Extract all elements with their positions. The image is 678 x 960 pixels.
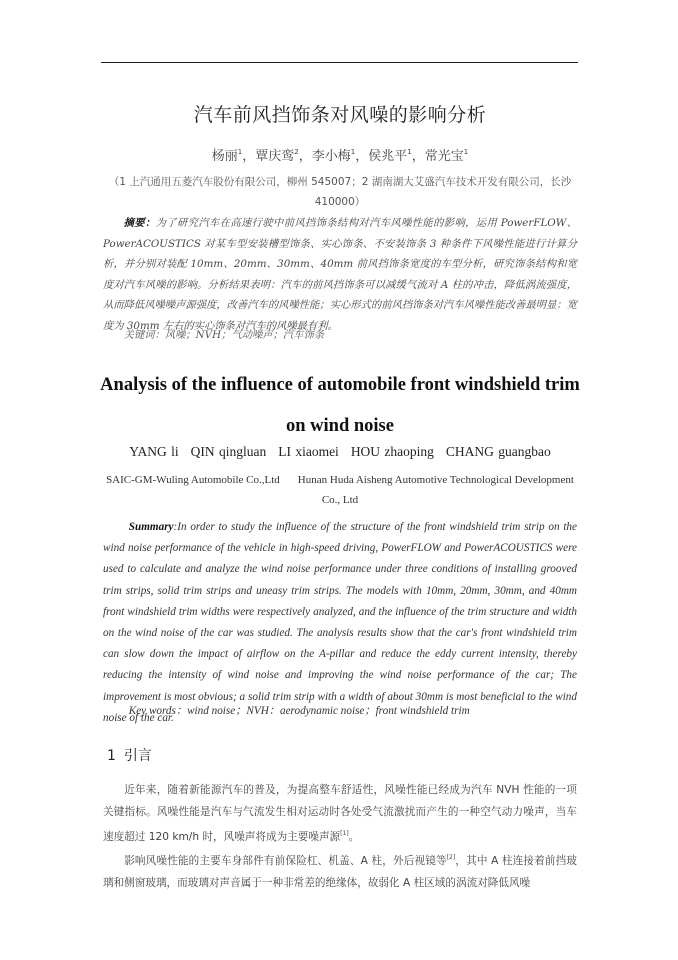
english-title: Analysis of the influence of automobile front windshield trim on wind noise: [100, 375, 580, 436]
english-keywords: Key words：wind noise；NVH：aerodynamic noise；front windshield trim: [128, 705, 470, 717]
author: 侯兆平$^1$，: [368, 148, 425, 164]
citation-ref[interactable]: [2]: [446, 854, 456, 861]
author: LI xiaomei: [278, 444, 339, 459]
affiliation-2: Hunan Huda Aisheng Automotive Technological Development Co., Ltd: [297, 474, 574, 506]
affiliation-1: SAIC-GM-Wuling Automobile Co.,Ltd: [106, 474, 280, 486]
citation-ref[interactable]: [1]: [340, 830, 349, 837]
author: CHANG guangbao: [445, 444, 551, 459]
author: HOU zhaoping: [350, 444, 434, 459]
author: 覃庆鸾$^2$，: [255, 148, 312, 164]
author: 李小梅$^1$，: [311, 148, 369, 164]
chinese-title: 汽车前风挡饰条对风噪的影响分析: [193, 104, 487, 126]
section-title: 引言: [123, 748, 152, 764]
author: YANG li: [129, 444, 179, 459]
english-affiliation: [100, 470, 580, 510]
chinese-affiliation: （1 上汽通用五菱汽车股份有限公司，柳州 545007；2 湖南湖大艾盛汽车技术开发有限公司，长沙 410000）: [108, 176, 572, 208]
chinese-keywords: 关键词：风噪；NVH；气动噪声；汽车饰条: [123, 329, 325, 341]
summary-text: :In order to study the influence of the structure of the front windshield trim strip on the wind noise performance of the vehicle in high-speed driving, PowerFLOW and PowerACOUSTICS were used to calculate and analyze the wind noise performance under three conditions of installing grooved trim strips, solid trim strips and uneasy trim strips. The models with 10mm, 20mm, 30mm, and 40mm front windshield trim widths were respectively analyzed, and the influence of the trim structure and width on the wind noise of the car was studied. The analysis results show that the car's front windshield trim can slow down the impact of airflow on the A-pillar and reduce the eddy current intensity, thereby reducing the intensity of wind noise and improving the wind noise performance of the car; The improvement is most obvious; a solid trim strip with a width of about 30mm is most beneficial to the wind noise of the car.: [103, 521, 577, 724]
summary-label: Summary: [128, 521, 174, 533]
section-number: 1: [107, 748, 116, 764]
header-rule: [101, 62, 578, 63]
chinese-authors: [100, 145, 580, 164]
author: 杨丽$^1$，: [211, 148, 256, 164]
abstract-label: 摘要：: [123, 217, 156, 229]
author: QIN qingluan: [190, 444, 267, 459]
english-authors: [100, 444, 580, 460]
author: 常光宝$^1$: [424, 148, 469, 164]
body-paragraph: 影响风噪性能的主要车身部件有前保险杠、机盖、A 柱，外后视镜等[2]，其中 A 柱连接着前挡玻璃和侧窗玻璃，而玻璃对声音属于一种非常差的绝缘体，故弱化 A 柱区域的涡流对降低风噪: [103, 854, 577, 889]
body-paragraph: 近年来，随着新能源汽车的普及，为提高整车舒适性，风噪性能已经成为汽车 NVH 性能的一项关键指标。风噪性能是汽车与气流发生相对运动时各处受气流激扰而产生的一种空气动力噪声，当车速度超过 120 km/h 时，风噪声将成为主要噪声源[1]。: [103, 784, 577, 843]
chinese-abstract: [103, 213, 577, 336]
english-summary: [103, 517, 577, 729]
abstract-text: 为了研究汽车在高速行驶中前风挡饰条结构对汽车风噪性能的影响，运用 PowerFLOW、PowerACOUSTICS 对某车型安装槽型饰条、实心饰条、不安装饰条 3 种条件下风噪性能进行计算分析，并分别对装配 10mm、20mm、30mm、40mm 前风挡饰条宽度的车型分析，研究饰条结构和宽度对汽车风噪的影响。分析结果表明：汽车的前风挡饰条可以减缓气流对 A 柱的冲击，降低涡流强度，从而降低风噪噪声源强度，改善汽车的风噪性能；实心形式的前风挡饰条对汽车风噪性能改善最明显：宽度为 30mm 左右的实心饰条对汽车的风噪最有利。: [103, 217, 578, 332]
section-heading: [107, 745, 307, 765]
